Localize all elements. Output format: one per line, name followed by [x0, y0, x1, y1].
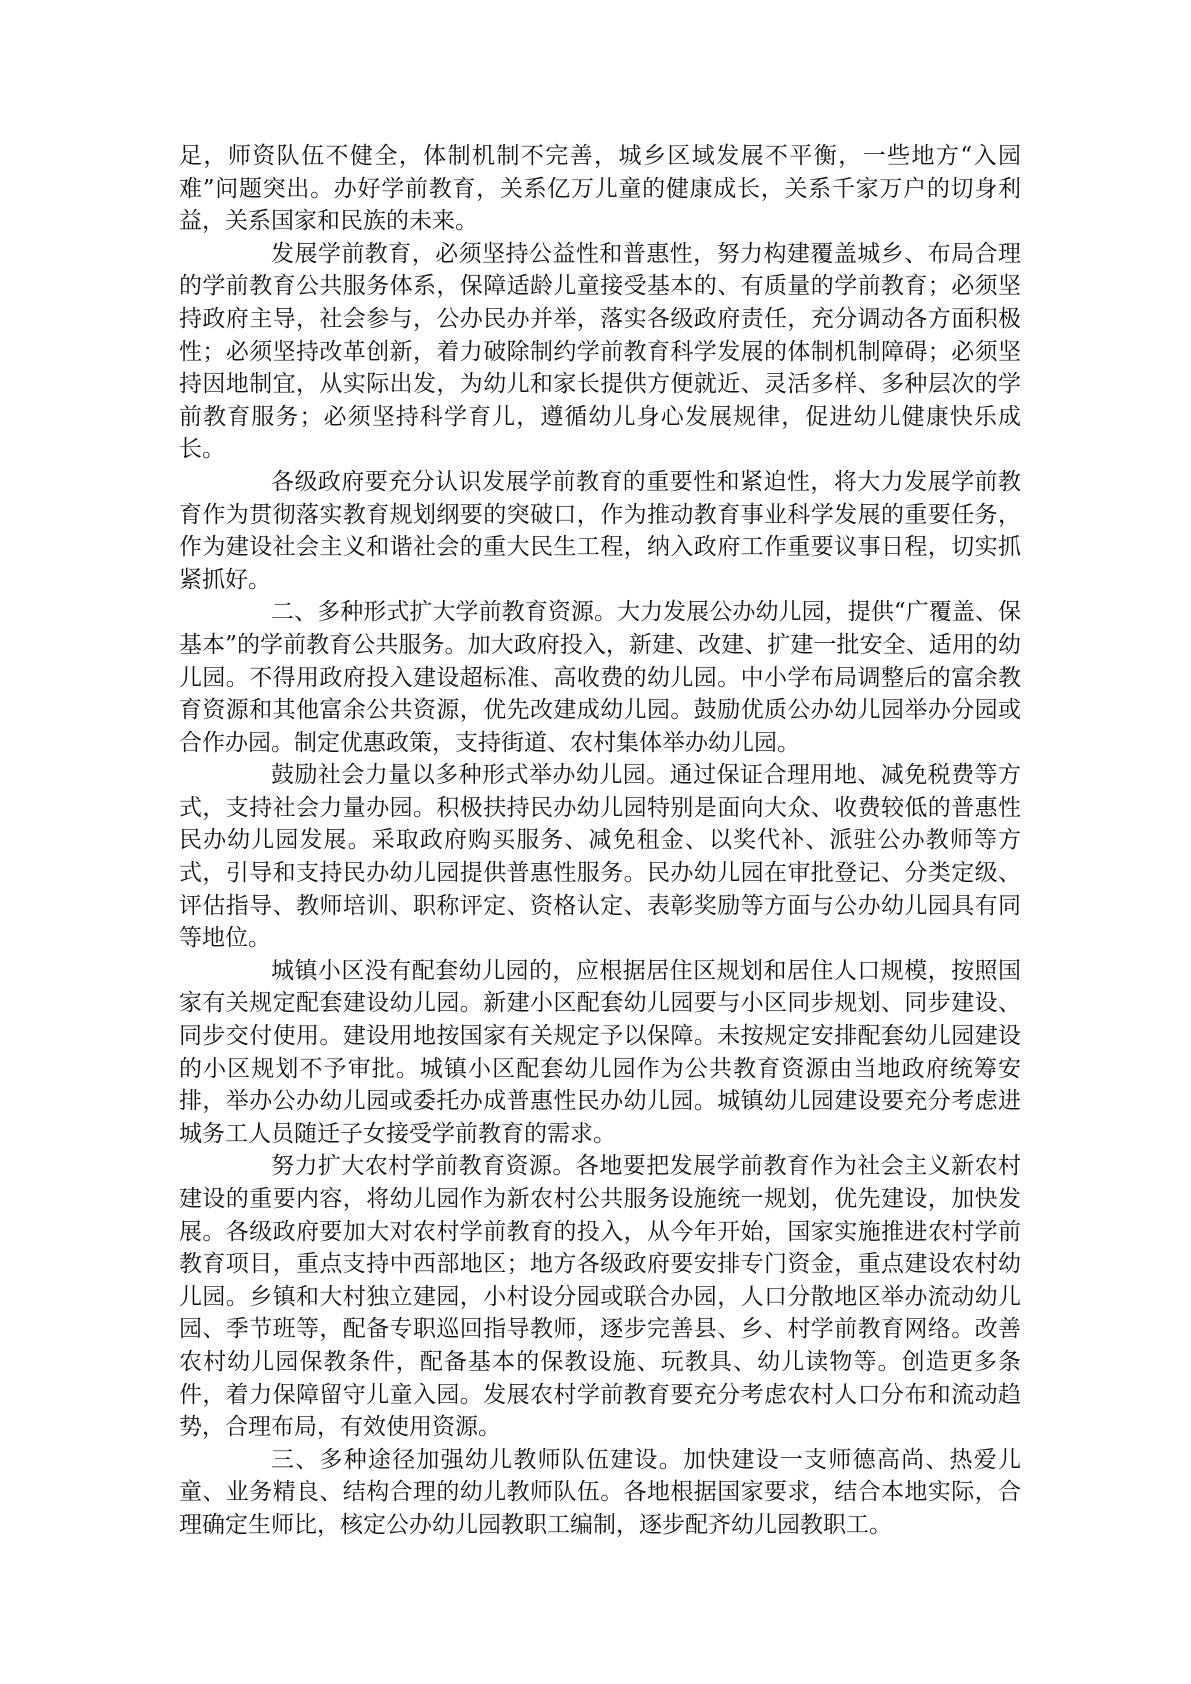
paragraph-3: 各级政府要充分认识发展学前教育的重要性和紧迫性，将大力发展学前教育作为贯彻落实教育规划纲要的突破口，作为推动教育事业科学发展的重要任务，作为建设社会主义和谐社会的重大民生工程，纳入政府工作重要议事日程，切实抓紧抓好。 [179, 468, 1021, 593]
paragraph-4: 二、多种形式扩大学前教育资源。大力发展公办幼儿园，提供“广覆盖、保基本”的学前教育公共服务。加大政府投入，新建、改建、扩建一批安全、适用的幼儿园。不得用政府投入建设超标准、高收费的幼儿园。中小学布局调整后的富余教育资源和其他富余公共资源，优先改建成幼儿园。鼓励优质公办幼儿园举办分园或合作办园。制定优惠政策，支持街道、农村集体举办幼儿园。 [179, 599, 1021, 756]
paragraph-1: 足，师资队伍不健全，体制机制不完善，城乡区域发展不平衡，一些地方“入园难”问题突出。办好学前教育，关系亿万儿童的健康成长，关系千家万户的切身利益，关系国家和民族的未来。 [179, 143, 1021, 235]
paragraph-6: 城镇小区没有配套幼儿园的，应根据居住区规划和居住人口规模，按照国家有关规定配套建设幼儿园。新建小区配套幼儿园要与小区同步规划、同步建设、同步交付使用。建设用地按国家有关规定予以保障。未按规定安排配套幼儿园建设的小区规划不予审批。城镇小区配套幼儿园作为公共教育资源由当地政府统筹安排，举办公办幼儿园或委托办成普惠性民办幼儿园。城镇幼儿园建设要充分考虑进城务工人员随迁子女接受学前教育的需求。 [179, 957, 1021, 1147]
paragraph-5: 鼓励社会力量以多种形式举办幼儿园。通过保证合理用地、减免税费等方式，支持社会力量办园。积极扶持民办幼儿园特别是面向大众、收费较低的普惠性民办幼儿园发展。采取政府购买服务、减免租金、以奖代补、派驻公办教师等方式，引导和支持民办幼儿园提供普惠性服务。民办幼儿园在审批登记、分类定级、评估指导、教师培训、职称评定、资格认定、表彰奖励等方面与公办幼儿园具有同等地位。 [179, 762, 1021, 952]
paragraph-2: 发展学前教育，必须坚持公益性和普惠性，努力构建覆盖城乡、布局合理的学前教育公共服务体系，保障适龄儿童接受基本的、有质量的学前教育；必须坚持政府主导，社会参与，公办民办并举，落实各级政府责任，充分调动各方面积极性；必须坚持改革创新，着力破除制约学前教育科学发展的体制机制障碍；必须坚持因地制宜，从实际出发，为幼儿和家长提供方便就近、灵活多样、多种层次的学前教育服务；必须坚持科学育儿，遵循幼儿身心发展规律，促进幼儿健康快乐成长。 [179, 240, 1021, 463]
paragraph-8: 三、多种途径加强幼儿教师队伍建设。加快建设一支师德高尚、热爱儿童、业务精良、结构合理的幼儿教师队伍。各地根据国家要求，结合本地实际，合理确定生师比，核定公办幼儿园教职工编制，逐步配齐幼儿园教职工。 [179, 1446, 1021, 1538]
paragraph-7: 努力扩大农村学前教育资源。各地要把发展学前教育作为社会主义新农村建设的重要内容，将幼儿园作为新农村公共服务设施统一规划，优先建设，加快发展。各级政府要加大对农村学前教育的投入，从今年开始，国家实施推进农村学前教育项目，重点支持中西部地区；地方各级政府要安排专门资金，重点建设农村幼儿园。乡镇和大村独立建园，小村设分园或联合办园，人口分散地区举办流动幼儿园、季节班等，配备专职巡回指导教师，逐步完善县、乡、村学前教育网络。改善农村幼儿园保教条件，配备基本的保教设施、玩教具、幼儿读物等。创造更多条件，着力保障留守儿童入园。发展农村学前教育要充分考虑农村人口分布和流动趋势，合理布局，有效使用资源。 [179, 1153, 1021, 1441]
document-page [179, 140, 1021, 1542]
